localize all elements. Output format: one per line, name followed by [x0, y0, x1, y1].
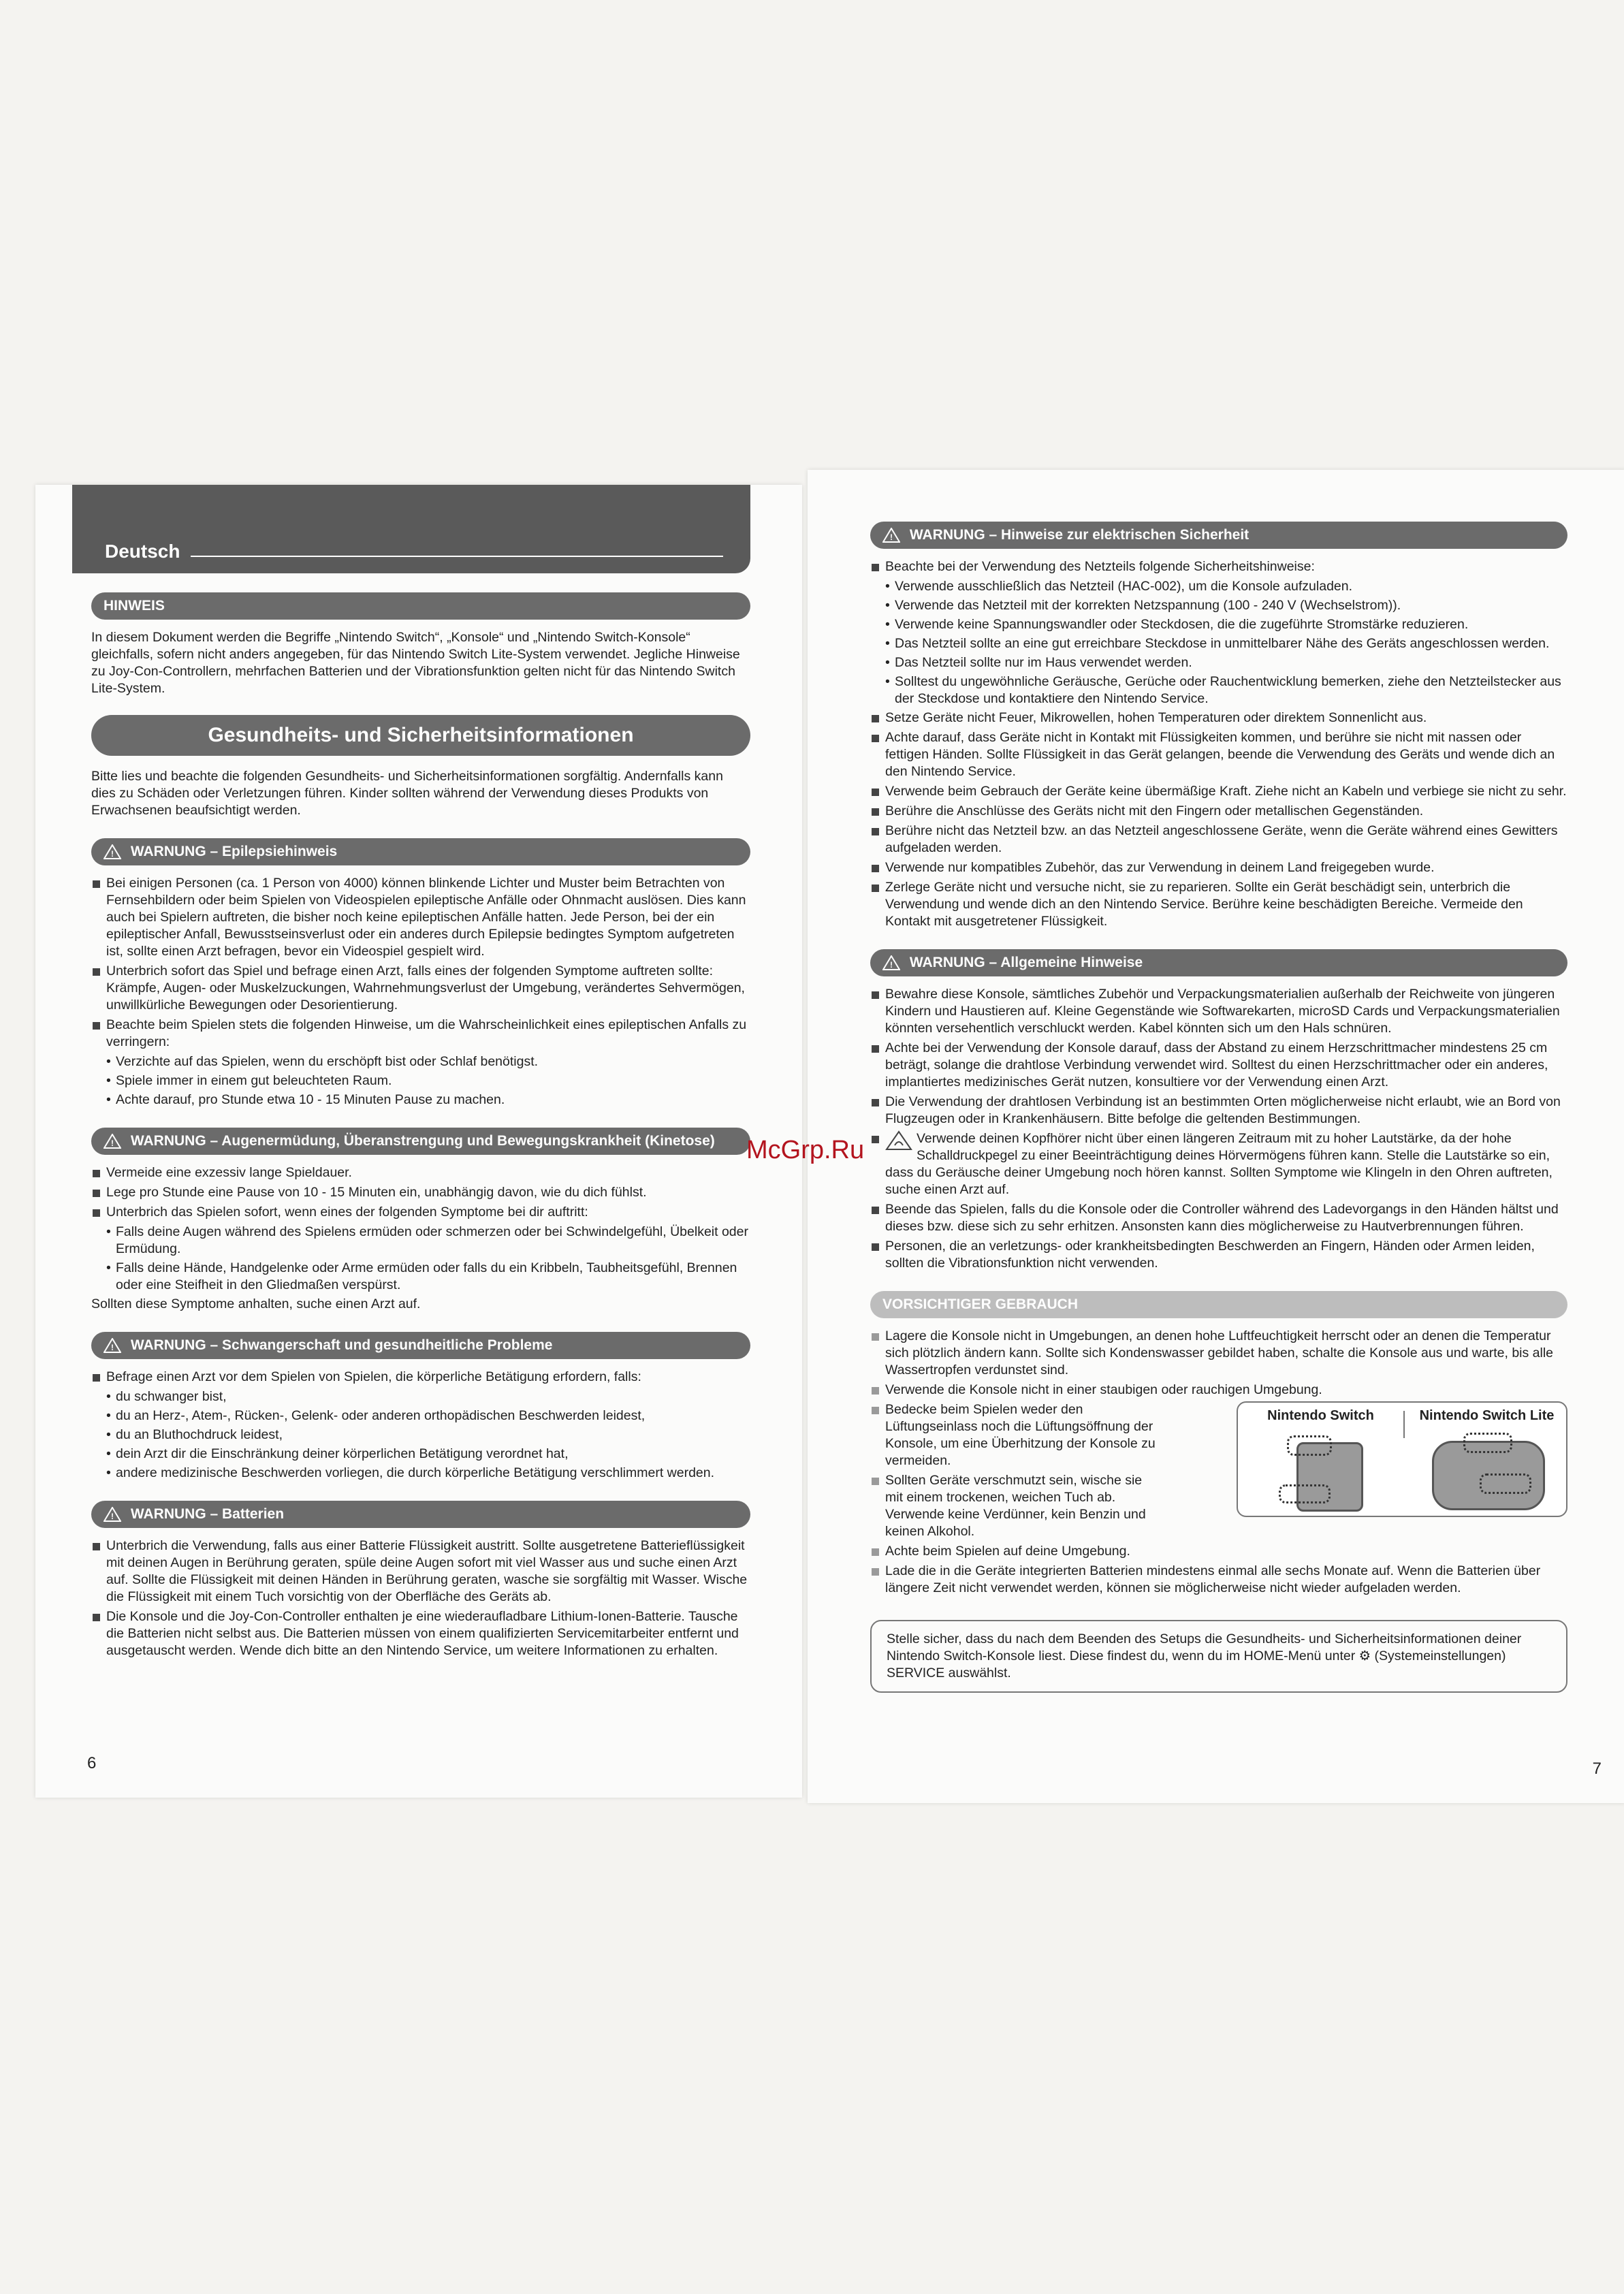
- hinweis-header: [91, 592, 750, 620]
- headphone-warning-icon: [885, 1130, 912, 1151]
- allgemein-header: [870, 949, 1567, 976]
- warning-icon: [882, 955, 900, 970]
- sub-item: • Das Netzteil sollte an eine gut erreichbare Steckdose in unmittelbarer Nähe des Geräts angeschlossen werden.: [870, 635, 1567, 652]
- sub-item: • Spiele immer in einem gut beleuchteten Raum.: [91, 1072, 750, 1089]
- elektrisch-title: WARNUNG – Hinweise zur elektrischen Sicherheit: [909, 527, 1249, 543]
- svg-text:!: !: [111, 1138, 114, 1149]
- warning-icon: [104, 1507, 121, 1522]
- warning-icon: [104, 1338, 121, 1353]
- sub-item: • du an Herz-, Atem-, Rücken-, Gelenk- oder anderen orthopädischen Beschwerden leidest,: [91, 1407, 750, 1424]
- sub-item: • Solltest du ungewöhnliche Geräusche, Gerüche oder Rauchentwicklung bemerken, ziehe den Netzteilstecker aus der Steckdose und kontaktiere den Nintendo Service.: [870, 673, 1567, 707]
- service-info-box: Stelle sicher, dass du nach dem Beenden des Setups die Gesundheits- und Sicherheitsinformationen deiner Nintendo Switch-Konsole liest. Diese findest du, wenn du im HOME-Menü unter ⚙ (Systemeinstellungen) SERVICE auswählst.: [870, 1620, 1567, 1693]
- vorsicht-title: VORSICHTIGER GEBRAUCH: [882, 1296, 1079, 1312]
- list-item: Lege pro Stunde eine Pause von 10 - 15 Minuten ein, unabhängig davon, wie du dich fühlst.: [91, 1184, 750, 1201]
- sub-item: • Falls deine Augen während des Spielens ermüden oder schmerzen oder bei Schwindelgefühl, Übelkeit oder Ermüdung.: [91, 1224, 750, 1258]
- sub-item: • Achte darauf, pro Stunde etwa 10 - 15 Minuten Pause zu machen.: [91, 1092, 750, 1109]
- augen-title: WARNUNG – Augenermüdung, Überanstrengung und Bewegungskrankheit (Kinetose): [130, 1133, 715, 1149]
- batterien-title: WARNUNG – Batterien: [130, 1506, 285, 1522]
- list-item: Achte bei der Verwendung der Konsole darauf, dass der Abstand zu einem Herzschrittmacher mindestens 25 cm beträgt, solange die drahtlose Verbindung verwendet wird. Solltest du einen Herzschrittmacher oder ein anderes, implantiertes medizinisches Gerät nutzen, konsultiere vor der Verwendung einen Arzt.: [870, 1040, 1567, 1091]
- vent-figure: [1237, 1401, 1567, 1517]
- list-item: Bedecke beim Spielen weder den Lüftungseinlass noch die Lüftungsöffnung der Konsole, um eine Überhitzung der Konsole zu vermeiden.: [870, 1401, 1163, 1469]
- warning-icon: [882, 528, 900, 543]
- schwanger-title: WARNUNG – Schwangerschaft und gesundheitliche Probleme: [130, 1337, 553, 1353]
- main-title: Gesundheits- und Sicherheitsinformationen: [91, 715, 750, 756]
- list-item: Verwende beim Gebrauch der Geräte keine übermäßige Kraft. Ziehe nicht an Kabeln und verbiege sie nicht zu sehr.: [870, 783, 1567, 800]
- list-item: Sollten Geräte verschmutzt sein, wische sie mit einem trockenen, weichen Tuch ab. Verwende keine Verdünner, kein Benzin und keinen Alkohol.: [870, 1472, 1163, 1540]
- vent-marker: [1279, 1484, 1331, 1503]
- fig-switch: [1238, 1403, 1403, 1516]
- hinweis-text: In diesem Dokument werden die Begriffe „Nintendo Switch“, „Konsole“ und „Nintendo Switch-Konsole“ gleichfalls, sofern nicht anders angegeben, für das Nintendo Switch Lite-System verwendet. Jegliche Hinweise zu Joy-Con-Controllern, mehrfachen Batterien und der Vibrationsfunktion gelten nicht für das Nintendo Switch Lite-System.: [91, 630, 740, 696]
- sub-item: • du schwanger bist,: [91, 1388, 750, 1405]
- list-item: Setze Geräte nicht Feuer, Mikrowellen, hohen Temperaturen oder direktem Sonnenlicht aus.: [870, 710, 1567, 727]
- list-item: Personen, die an verletzungs- oder krankheitsbedingten Beschwerden an Fingern, Händen oder Armen leiden, sollten die Vibrationsfunktion nicht verwenden.: [870, 1238, 1567, 1272]
- headphone-text: Verwende deinen Kopfhörer nicht über einen längeren Zeitraum mit zu hoher Lautstärke, da der hohe Schalldruckpegel zu einer Beeinträchtigung deines Hörvermögens führen kann. Stelle die Lautstärke so ein, dass du Geräusche deiner Umgebung noch hören kannst. Sollten Symptome wie Klingeln in den Ohren auftreten, suche einen Arzt auf.: [885, 1131, 1553, 1197]
- fig-switch-lite: [1405, 1403, 1569, 1516]
- list-item: Verwende die Konsole nicht in einer staubigen oder rauchigen Umgebung.: [870, 1382, 1567, 1399]
- sub-item: • dein Arzt dir die Einschränkung deiner körperlichen Betätigung verordnet hat,: [91, 1446, 750, 1463]
- svg-text:!: !: [890, 960, 893, 970]
- list-item: Verwende nur kompatibles Zubehör, das zur Verwendung in deinem Land freigegeben wurde.: [870, 859, 1567, 876]
- left-page: [35, 485, 802, 1798]
- epilepsie-header: [91, 838, 750, 865]
- sub-item: • Verzichte auf das Spielen, wenn du erschöpft bist oder Schlaf benötigst.: [91, 1053, 750, 1070]
- list-item: Zerlege Geräte nicht und versuche nicht, sie zu reparieren. Sollte ein Gerät beschädigt sein, unterbrich die Verwendung und wende dich an den Nintendo Service. Berühre keine beschädigten Bereiche. Vermeide den Kontakt mit ausgetretener Flüssigkeit.: [870, 879, 1567, 930]
- list-item: Lagere die Konsole nicht in Umgebungen, an denen hohe Luftfeuchtigkeit herrscht oder an denen die Temperatur sich plötzlich ändern kann. Sollte sich Kondenswasser gebildet haben, schalte die Konsole aus und warte, bis alle Wassertropfen verdunstet sind.: [870, 1328, 1567, 1379]
- warning-icon: [104, 1134, 121, 1149]
- list-item: Berühre die Anschlüsse des Geräts nicht mit den Fingern oder metallischen Gegenständen.: [870, 803, 1567, 820]
- vent-marker: [1463, 1433, 1512, 1453]
- fig-label-switch: Nintendo Switch: [1267, 1408, 1374, 1423]
- sub-item: • Falls deine Hände, Handgelenke oder Arme ermüden oder falls du ein Kribbeln, Taubheitsgefühl, Brennen oder eine Steifheit in den Gliedmaßen verspürst.: [91, 1260, 750, 1294]
- list-item: Die Verwendung der drahtlosen Verbindung ist an bestimmten Orten möglicherweise nicht erlaubt, wie an Bord von Flugzeugen oder in Krankenhäusern. Bitte befolge die geltenden Bestimmungen.: [870, 1094, 1567, 1128]
- list-item: Bei einigen Personen (ca. 1 Person von 4000) können blinkende Lichter und Muster beim Betrachten von Fernsehbildern oder beim Spielen von Videospielen epileptische Anfälle oder Ohnmacht auslösen. Dies kann auch bei Spielern auftreten, die bisher noch keine epileptischen Anfälle hatten. Jede Person, bei der ein epileptischer Anfall, Bewusstseinsverlust oder ein anderes durch Epilepsie bedingtes Symptom aufgetreten ist, sollte einen Arzt befragen, bevor ein Videospiel gespielt wird.: [91, 875, 750, 960]
- language-label: Deutsch: [105, 541, 180, 562]
- svg-text:!: !: [890, 532, 893, 543]
- epilepsie-title: WARNUNG – Epilepsiehinweis: [130, 844, 338, 859]
- elektrisch-header: [870, 522, 1567, 549]
- hinweis-title: HINWEIS: [104, 598, 165, 614]
- list-item: Die Konsole und die Joy-Con-Controller enthalten je eine wiederaufladbare Lithium-Ionen-Batterie. Tausche die Batterien nicht selbst aus. Die Batterien müssen von einem qualifizierten Servicemitarbeiter entfernt und ausgetauscht werden. Wende dich bitte an den Nintendo Service, um weitere Informationen zu erhalten.: [91, 1608, 750, 1659]
- svg-text:!: !: [111, 849, 114, 859]
- page-number-right: 7: [1592, 1759, 1602, 1778]
- sub-item: • Verwende ausschließlich das Netzteil (HAC-002), um die Konsole aufzuladen.: [870, 578, 1567, 595]
- batterien-header: [91, 1501, 750, 1528]
- fig-label-switch-lite: Nintendo Switch Lite: [1419, 1408, 1555, 1423]
- warning-icon: [104, 844, 121, 859]
- augen-end: Sollten diese Symptome anhalten, suche einen Arzt auf.: [91, 1296, 421, 1311]
- intro-text: Bitte lies und beachte die folgenden Gesundheits- und Sicherheitsinformationen sorgfältig. Andernfalls kann dies zu Schäden oder Verletzungen führen. Kinder sollten während der Verwendung dieses Produkts von Erwachsenen beaufsichtigt werden.: [91, 769, 723, 818]
- sub-item: • du an Bluthochdruck leidest,: [91, 1427, 750, 1444]
- vent-section: [870, 1401, 1567, 1560]
- watermark: McGrp.Ru: [746, 1136, 865, 1164]
- list-item: Unterbrich das Spielen sofort, wenn eines der folgenden Symptome bei dir auftritt:: [91, 1204, 750, 1221]
- list-item: Vermeide eine exzessiv lange Spieldauer.: [91, 1164, 750, 1181]
- list-item: [870, 1130, 1567, 1198]
- list-item: Unterbrich die Verwendung, falls aus einer Batterie Flüssigkeit austritt. Sollte ausgetretene Batterieflüssigkeit mit deinen Augen in Berührung geraten, spüle deine Augen sofort mit viel Wasser aus und suche einen Arzt auf. Sollte die Flüssigkeit mit deinen Händen in Berührung geraten, wasche sie sorgfältig mit Wasser. Wische die Flüssigkeit mit einem Tuch vorsichtig von der Oberfläche des Geräts ab.: [91, 1538, 750, 1606]
- vent-marker: [1480, 1473, 1531, 1494]
- list-item: Berühre nicht das Netzteil bzw. an das Netzteil angeschlossene Geräte, wenn die Geräte während eines Gewitters aufgeladen werden.: [870, 823, 1567, 857]
- list-item: Achte beim Spielen auf deine Umgebung.: [870, 1543, 1163, 1560]
- list-item: Unterbrich sofort das Spiel und befrage einen Arzt, falls eines der folgenden Symptome auftreten sollte: Krämpfe, Augen- oder Muskelzuckungen, Wahrnehmungsverlust der Umgebung, verändertes Sehvermögen, unwillkürliche Bewegungen oder Desorientierung.: [91, 963, 750, 1014]
- list-item: Beachte bei der Verwendung des Netzteils folgende Sicherheitshinweise:: [870, 558, 1567, 575]
- page-number-left: 6: [87, 1754, 97, 1772]
- sub-item: • Verwende keine Spannungswandler oder Steckdosen, die die zugeführte Stromstärke reduzieren.: [870, 616, 1567, 633]
- allgemein-title: WARNUNG – Allgemeine Hinweise: [909, 955, 1143, 970]
- vent-marker: [1287, 1435, 1332, 1456]
- sub-item: • Das Netzteil sollte nur im Haus verwendet werden.: [870, 654, 1567, 671]
- svg-text:!: !: [111, 1512, 114, 1522]
- header-rule: [191, 556, 723, 557]
- list-item: Achte darauf, dass Geräte nicht in Kontakt mit Flüssigkeiten kommen, und berühre sie nicht mit nassen oder fettigen Händen. Sollte Flüssigkeit in das Gerät gelangen, beende die Verwendung des Geräts und wende dich an den Nintendo Service.: [870, 729, 1567, 780]
- augen-header: [91, 1128, 750, 1155]
- sub-item: • andere medizinische Beschwerden vorliegen, die durch körperliche Betätigung verschlimmert werden.: [91, 1465, 750, 1482]
- list-item: Beachte beim Spielen stets die folgenden Hinweise, um die Wahrscheinlichkeit eines epileptischen Anfalls zu verringern:: [91, 1017, 750, 1051]
- list-item: Lade die in die Geräte integrierten Batterien mindestens einmal alle sechs Monate auf. Wenn die Batterien über längere Zeit nicht verwendet werden, können sie möglicherweise nicht wieder aufgeladen werden.: [870, 1563, 1567, 1597]
- list-item: Befrage einen Arzt vor dem Spielen von Spielen, die körperliche Betätigung erfordern, falls:: [91, 1369, 750, 1386]
- right-page: [808, 470, 1624, 1803]
- sub-item: • Verwende das Netzteil mit der korrekten Netzspannung (100 - 240 V (Wechselstrom)).: [870, 597, 1567, 614]
- vorsicht-header: [870, 1291, 1567, 1318]
- language-header: [72, 485, 750, 573]
- svg-text:!: !: [111, 1343, 114, 1353]
- list-item: Bewahre diese Konsole, sämtliches Zubehör und Verpackungsmaterialien außerhalb der Reichweite von jüngeren Kindern und Haustieren auf. Kleine Gegenstände wie Softwarekarten, microSD Cards und Verpackungsmaterialien könnten versehentlich verschluckt werden. Kabel könnten sich um den Hals schnüren.: [870, 986, 1567, 1037]
- list-item: Beende das Spielen, falls du die Konsole oder die Controller während des Ladevorgangs in den Händen hältst und dieses bzw. diese sich zu sehr erhitzen. Ansonsten kann dies möglicherweise zu Hautverbrennungen führen.: [870, 1201, 1567, 1235]
- schwanger-header: [91, 1332, 750, 1359]
